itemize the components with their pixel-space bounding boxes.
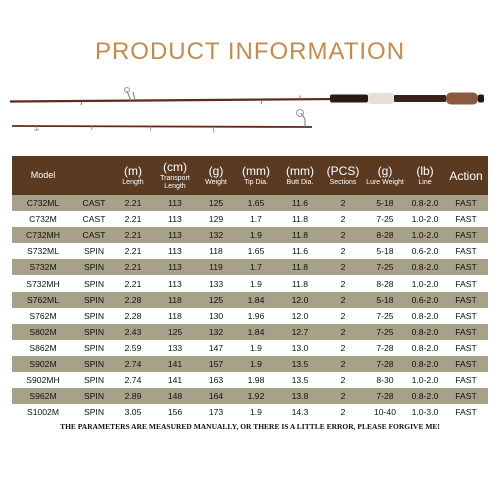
table-cell: 1.0-2.0 [406,275,444,291]
table-cell: S902MH [12,372,74,388]
table-cell: 12.7 [278,324,322,340]
table-cell: 2.21 [114,275,152,291]
table-cell: 133 [152,340,198,356]
table-cell: 7-28 [364,356,406,372]
table-row [12,211,488,227]
table-header-row [12,156,488,195]
table-cell: 133 [198,275,234,291]
table-cell: 13.5 [278,372,322,388]
col-transport: (cm) Transport Length [152,156,198,195]
table-cell: SPIN [74,259,114,275]
table-cell: 132 [198,324,234,340]
table-cell: 5-18 [364,243,406,259]
table-cell: 129 [198,211,234,227]
table-cell: 1.65 [234,243,278,259]
table-cell: S762ML [12,292,74,308]
table-cell: 0.8-2.0 [406,340,444,356]
table-cell: 125 [198,292,234,308]
table-cell: 1.9 [234,404,278,420]
table-cell: 7-28 [364,340,406,356]
table-cell: 1.9 [234,227,278,243]
table-row [12,275,488,291]
table-cell: 1.0-2.0 [406,227,444,243]
table-cell: 130 [198,308,234,324]
table-cell: 2.74 [114,356,152,372]
table-cell: 1.98 [234,372,278,388]
table-cell: 147 [198,340,234,356]
table-cell: FAST [444,388,488,404]
table-cell: 125 [198,195,234,211]
table-cell: SPIN [74,372,114,388]
table-cell: 13.0 [278,340,322,356]
table-cell: S762M [12,308,74,324]
table-cell: 2.59 [114,340,152,356]
table-cell: 2 [322,356,364,372]
table-cell: 5-18 [364,195,406,211]
table-cell: 113 [152,227,198,243]
table-cell: FAST [444,404,488,420]
table-cell: 5-18 [364,292,406,308]
table-cell: 157 [198,356,234,372]
table-cell: CAST [74,227,114,243]
col-action: Action [444,156,488,195]
table-cell: 13.5 [278,356,322,372]
table-cell: 2 [322,340,364,356]
rod-upper [10,88,484,106]
table-row [12,388,488,404]
col-type [74,156,114,195]
table-cell: 2 [322,259,364,275]
page-title: PRODUCT INFORMATION [94,38,406,65]
table-cell: 1.0-2.0 [406,211,444,227]
table-cell: 1.65 [234,195,278,211]
col-sections: (PCS) Sections [322,156,364,195]
disclaimer-note: THE PARAMETERS ARE MEASURED MANUALLY, OR THERE IS A LITTLE ERROR, PLEASE FORGIVE ME! [60,422,440,431]
table-cell: 11.8 [278,259,322,275]
table-row [12,404,488,420]
table-row [12,292,488,308]
table-cell: 0.8-2.0 [406,356,444,372]
table-cell: 1.7 [234,259,278,275]
table-cell: C732M [12,211,74,227]
table-cell: 0.8-2.0 [406,324,444,340]
table-cell: 164 [198,388,234,404]
table-cell: SPIN [74,308,114,324]
table-cell: 2.21 [114,243,152,259]
table-cell: 118 [198,243,234,259]
table-cell: 2 [322,195,364,211]
table-row [12,372,488,388]
table-cell: 113 [152,259,198,275]
table-cell: 156 [152,404,198,420]
fishing-rod-image [0,80,500,140]
table-cell: SPIN [74,340,114,356]
table-row [12,340,488,356]
table-cell: FAST [444,372,488,388]
table-cell: 2 [322,243,364,259]
table-cell: 173 [198,404,234,420]
table-cell: 113 [152,211,198,227]
col-weight: (g) Weight [198,156,234,195]
table-cell: 0.6-2.0 [406,243,444,259]
table-cell: 2 [322,275,364,291]
table-cell: 7-25 [364,259,406,275]
table-cell: C732ML [12,195,74,211]
table-cell: 113 [152,195,198,211]
table-row [12,243,488,259]
table-cell: 2.28 [114,308,152,324]
table-row [12,259,488,275]
table-cell: CAST [74,195,114,211]
table-cell: SPIN [74,292,114,308]
table-cell: S962M [12,388,74,404]
table-cell: FAST [444,292,488,308]
table-cell: 3.05 [114,404,152,420]
table-cell: CAST [74,211,114,227]
table-cell: 1.84 [234,292,278,308]
table-cell: 0.8-2.0 [406,195,444,211]
col-model: Model [12,156,74,195]
table-cell: 2 [322,404,364,420]
rod-lower [12,110,312,133]
table-cell: 1.9 [234,356,278,372]
col-line: (lb) Line [406,156,444,195]
table-row [12,227,488,243]
table-cell: 8-28 [364,227,406,243]
table-cell: 0.6-2.0 [406,292,444,308]
table-cell: 8-28 [364,275,406,291]
table-cell: 2.21 [114,195,152,211]
table-cell: FAST [444,308,488,324]
table-cell: FAST [444,356,488,372]
col-lure: (g) Lure Weight [364,156,406,195]
col-tip: (mm) Tip Dia. [234,156,278,195]
table-cell: 2 [322,211,364,227]
table-cell: 1.9 [234,340,278,356]
table-cell: S802M [12,324,74,340]
table-cell: 2 [322,388,364,404]
table-cell: 163 [198,372,234,388]
table-cell: 11.8 [278,275,322,291]
table-cell: 2.89 [114,388,152,404]
table-cell: 7-28 [364,388,406,404]
table-cell: 2.28 [114,292,152,308]
table-cell: 2 [322,372,364,388]
table-cell: SPIN [74,324,114,340]
table-cell: 11.8 [278,227,322,243]
table-cell: FAST [444,227,488,243]
col-butt: (mm) Butt Dia. [278,156,322,195]
table-cell: 119 [198,259,234,275]
table-cell: 0.8-2.0 [406,388,444,404]
spec-table [12,156,488,420]
table-cell: 113 [152,243,198,259]
table-cell: FAST [444,211,488,227]
table-cell: 2 [322,324,364,340]
table-cell: SPIN [74,243,114,259]
table-cell: 12.0 [278,292,322,308]
table-cell: 11.6 [278,195,322,211]
table-cell: 11.8 [278,211,322,227]
table-cell: 7-25 [364,308,406,324]
table-cell: FAST [444,275,488,291]
table-cell: 2.74 [114,372,152,388]
table-cell: 2 [322,308,364,324]
table-cell: 2.21 [114,259,152,275]
table-cell: S1002M [12,404,74,420]
table-cell: 2 [322,227,364,243]
table-cell: FAST [444,195,488,211]
table-cell: 141 [152,372,198,388]
table-cell: 1.92 [234,388,278,404]
table-cell: 8-30 [364,372,406,388]
table-cell: 12.0 [278,308,322,324]
table-cell: SPIN [74,275,114,291]
table-row [12,324,488,340]
table-row [12,308,488,324]
table-cell: 1.9 [234,275,278,291]
table-cell: FAST [444,259,488,275]
table-cell: 1.0-2.0 [406,372,444,388]
table-cell: 2.43 [114,324,152,340]
table-cell: 1.84 [234,324,278,340]
table-cell: 2.21 [114,211,152,227]
table-row [12,356,488,372]
table-cell: 14.3 [278,404,322,420]
table-cell: S902M [12,356,74,372]
table-cell: 11.6 [278,243,322,259]
table-cell: 2 [322,292,364,308]
table-cell: 13.8 [278,388,322,404]
table-row [12,195,488,211]
table-cell: 132 [198,227,234,243]
table-cell: SPIN [74,356,114,372]
table-cell: 0.8-2.0 [406,259,444,275]
col-length: (m) Length [114,156,152,195]
table-cell: FAST [444,324,488,340]
table-cell: C732MH [12,227,74,243]
table-cell: 0.8-2.0 [406,308,444,324]
table-cell: 118 [152,308,198,324]
table-cell: 1.0-3.0 [406,404,444,420]
table-cell: 118 [152,292,198,308]
table-cell: SPIN [74,388,114,404]
table-cell: 141 [152,356,198,372]
table-cell: 125 [152,324,198,340]
table-cell: 2.21 [114,227,152,243]
table-cell: S732M [12,259,74,275]
table-cell: FAST [444,243,488,259]
table-cell: 7-25 [364,211,406,227]
table-cell: 113 [152,275,198,291]
table-cell: 10-40 [364,404,406,420]
table-cell: S732MH [12,275,74,291]
table-cell: 7-25 [364,324,406,340]
table-cell: 148 [152,388,198,404]
table-cell: S862M [12,340,74,356]
table-cell: SPIN [74,404,114,420]
table-cell: FAST [444,340,488,356]
table-cell: S732ML [12,243,74,259]
table-cell: 1.7 [234,211,278,227]
table-cell: 1.96 [234,308,278,324]
